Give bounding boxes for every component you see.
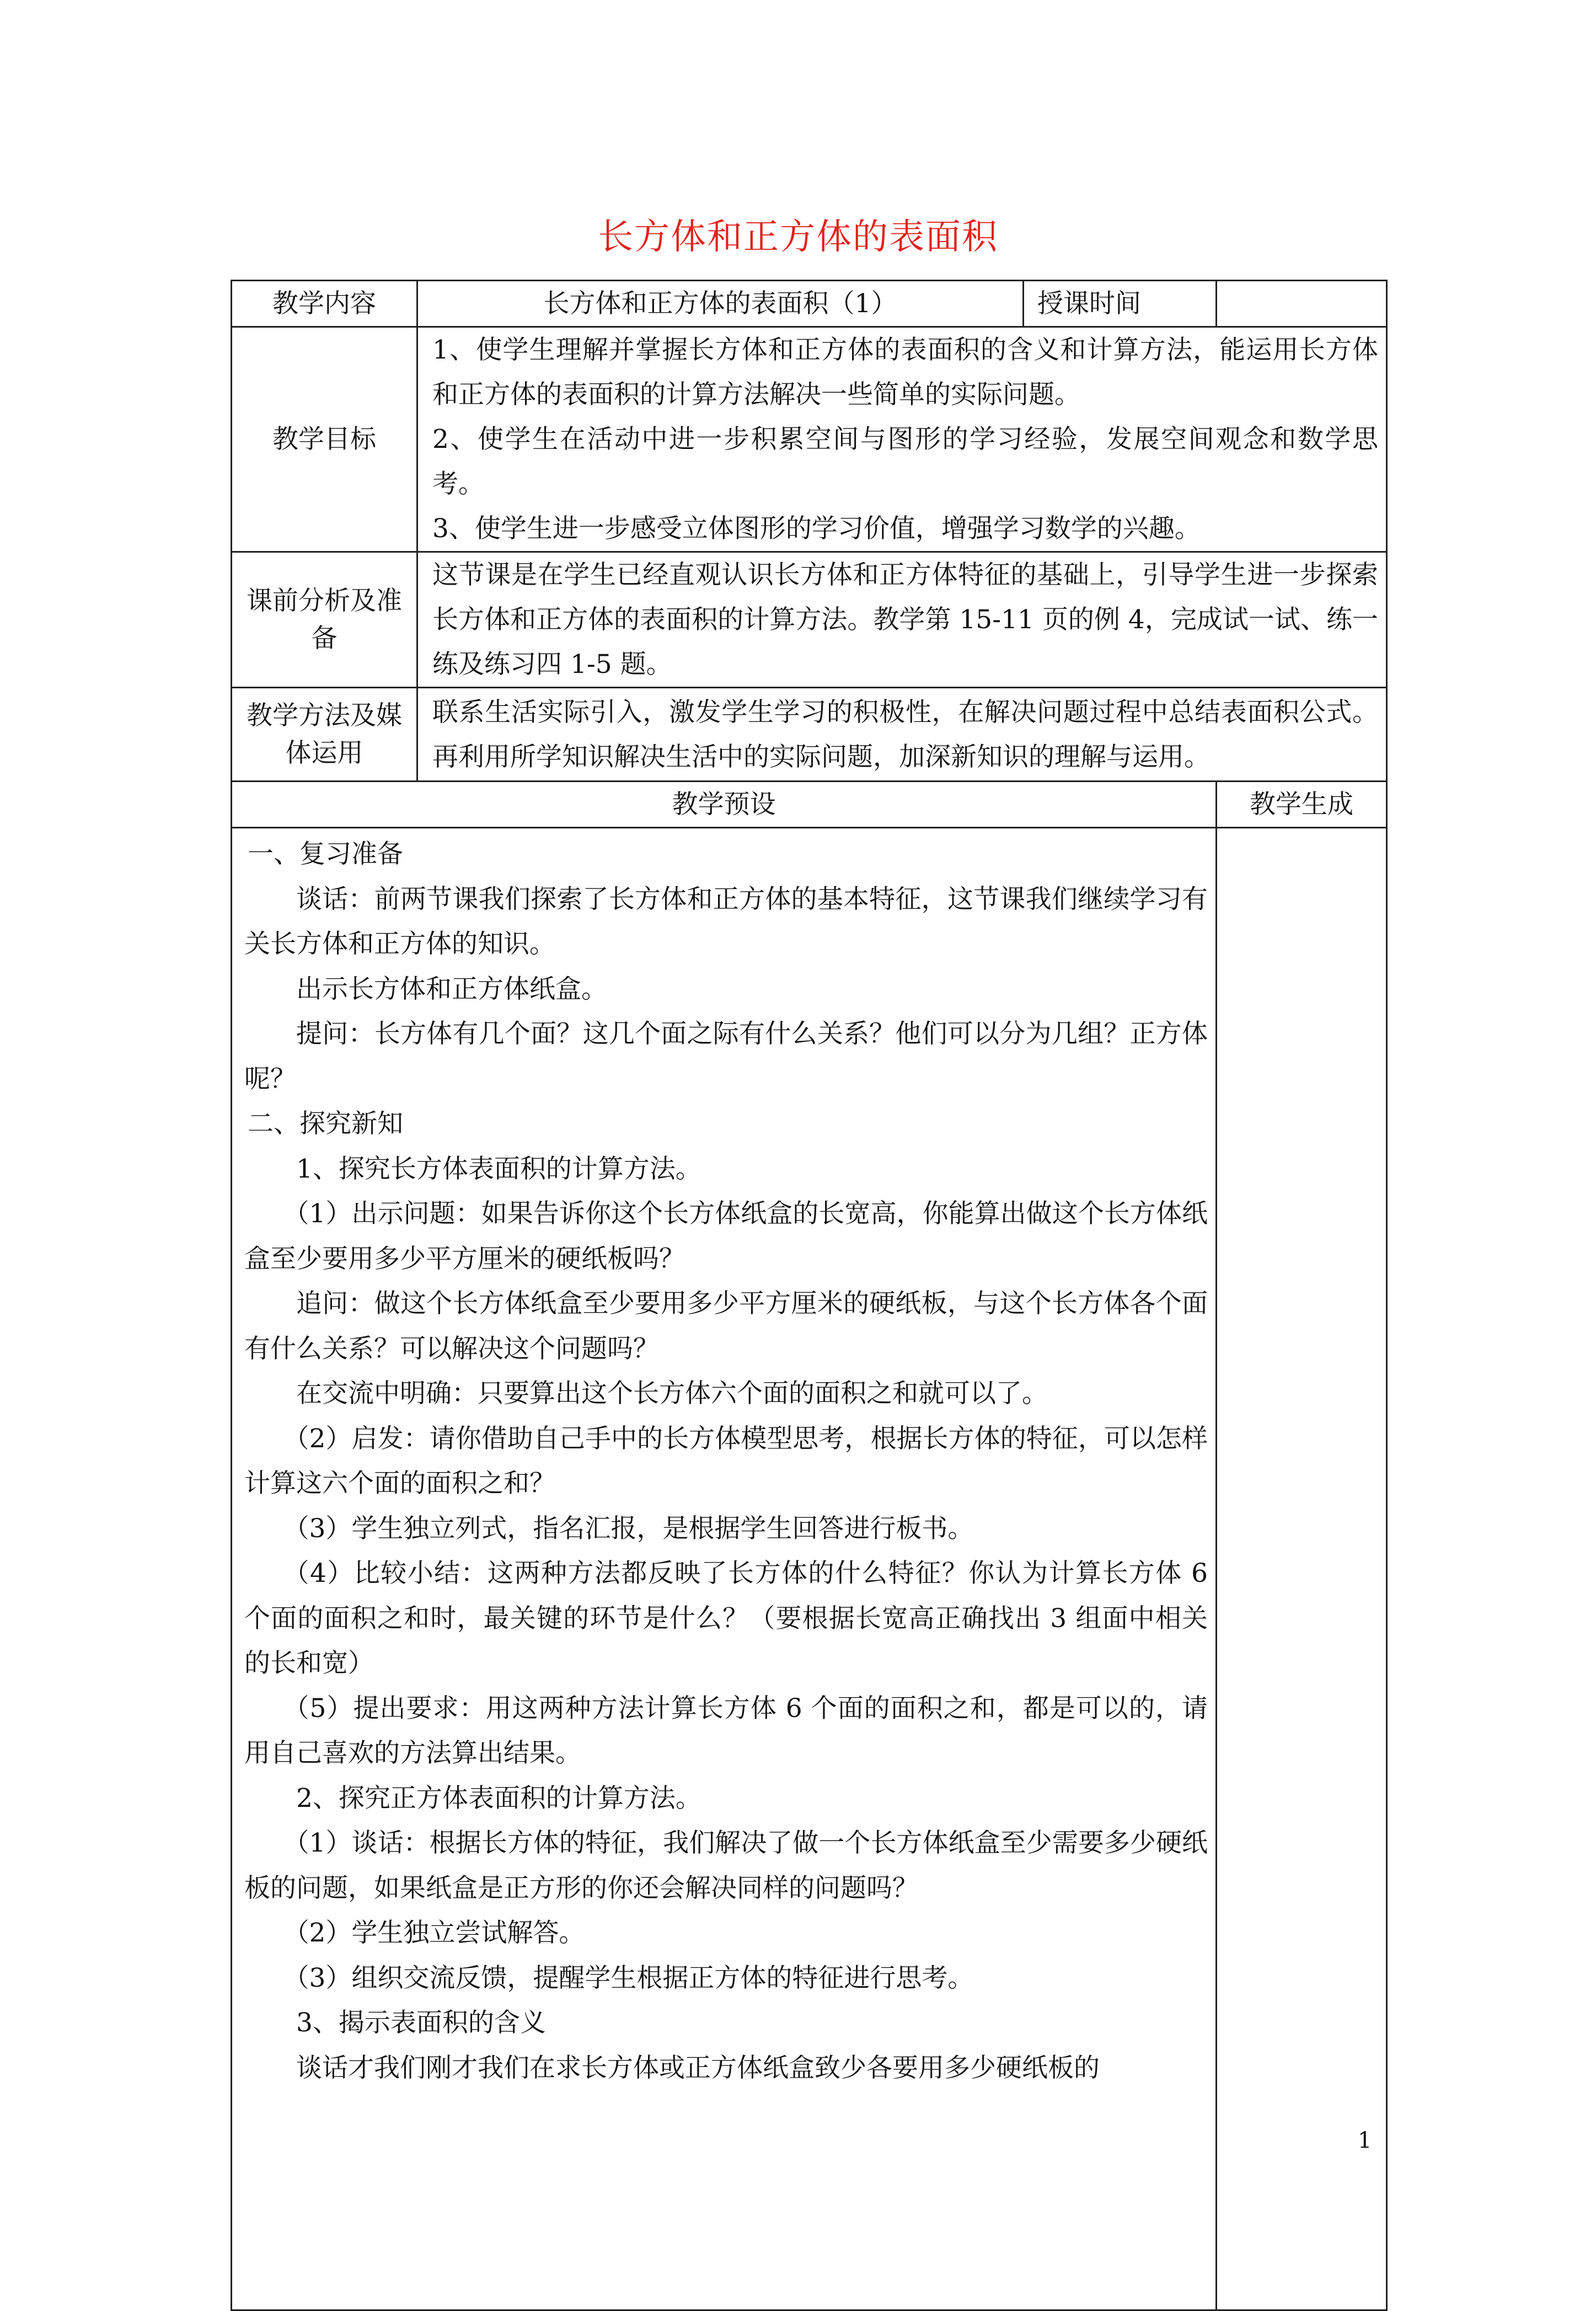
body-paragraph: 出示长方体和正方体纸盒。 <box>296 973 607 1004</box>
methods-text: 联系生活实际引入，激发学生学习的积极性，在解决问题过程中总结表面积公式。再利用所学知识解决生活中的实际问题，加深新知识的理解与运用。 <box>417 688 1387 782</box>
methods-label: 教学方法及媒体运用 <box>232 688 417 782</box>
time-label: 授课时间 <box>1024 281 1217 327</box>
main-row <box>232 828 1387 2310</box>
body-paragraph: 一、复习准备 <box>248 839 403 869</box>
content-label: 教学内容 <box>232 281 417 327</box>
content-value: 长方体和正方体的表面积（1） <box>417 281 1024 327</box>
teaching-generated-body <box>1217 828 1387 2310</box>
analysis-label: 课前分析及准备 <box>232 552 417 688</box>
body-paragraph: （2）学生独立尝试解答。 <box>283 1918 585 1948</box>
objectives-content <box>417 327 1387 552</box>
teaching-preset-body <box>232 828 1217 2310</box>
header-row <box>232 281 1387 327</box>
body-paragraph: 谈话才我们刚才我们在求长方体或正方体纸盒致少各要用多少硬纸板的 <box>296 2052 1100 2083</box>
body-paragraph: 谈话：前两节课我们探索了长方体和正方体的基本特征，这节课我们继续学习有关长方体和正方体的知识。 <box>244 884 1208 959</box>
body-paragraph: 追问：做这个长方体纸盒至少要用多少平方厘米的硬纸板，与这个长方体各个面有什么关系？可以解决这个问题吗？ <box>244 1288 1208 1364</box>
objectives-row <box>232 327 1387 552</box>
body-paragraph: 提问：长方体有几个面？这几个面之际有什么关系？他们可以分为几组？正方体呢？ <box>244 1019 1208 1094</box>
body-paragraph: （3）学生独立列式，指名汇报，是根据学生回答进行板书。 <box>283 1513 974 1544</box>
preset-text <box>244 832 1208 2090</box>
lesson-plan-table <box>231 280 1388 2311</box>
body-paragraph: 2、探究正方体表面积的计算方法。 <box>296 1783 701 1814</box>
analysis-row <box>232 552 1387 688</box>
body-paragraph: （3）组织交流反馈，提醒学生根据正方体的特征进行思考。 <box>283 1962 974 1993</box>
objectives-label: 教学目标 <box>232 327 417 552</box>
preset-column-header: 教学预设 <box>232 782 1217 828</box>
objective-item: 1、使学生理解并掌握长方体和正方体的表面积的含义和计算方法，能运用长方体和正方体的表面积的计算方法解决一些简单的实际问题。 <box>432 335 1378 410</box>
body-paragraph: （1）出示问题：如果告诉你这个长方体纸盒的长宽高，你能算出做这个长方体纸盒至少要用多少平方厘米的硬纸板吗？ <box>244 1199 1208 1274</box>
body-paragraph: 1、探究长方体表面积的计算方法。 <box>296 1153 701 1184</box>
objective-item: 3、使学生进一步感受立体图形的学习价值，增强学习数学的兴趣。 <box>432 513 1201 544</box>
generated-column-header: 教学生成 <box>1217 782 1387 828</box>
analysis-text: 这节课是在学生已经直观认识长方体和正方体特征的基础上，引导学生进一步探索长方体和正方体的表面积的计算方法。教学第 15-11 页的例 4，完成试一试、练一练及练习四 1-5 题。 <box>417 552 1387 688</box>
page-title: 长方体和正方体的表面积 <box>598 217 998 258</box>
body-paragraph: （1）谈话：根据长方体的特征，我们解决了做一个长方体纸盒至少需要多少硬纸板的问题，如果纸盒是正方形的你还会解决同样的问题吗？ <box>244 1828 1208 1903</box>
body-paragraph: （5）提出要求：用这两种方法计算长方体 6 个面的面积之和，都是可以的，请用自己喜欢的方法算出结果。 <box>244 1693 1208 1768</box>
body-paragraph: （2）启发：请你借助自己手中的长方体模型思考，根据长方体的特征，可以怎样计算这六个面的面积之和？ <box>244 1423 1208 1499</box>
body-paragraph: 3、揭示表面积的含义 <box>296 2008 546 2038</box>
time-value <box>1217 281 1387 327</box>
objective-item: 2、使学生在活动中进一步积累空间与图形的学习经验，发展空间观念和数学思考。 <box>432 424 1378 499</box>
page-number: 1 <box>1358 2128 1372 2153</box>
body-paragraph: （4）比较小结：这两种方法都反映了长方体的什么特征？你认为计算长方体 6 个面的面积之和时，最关键的环节是什么？（要根据长宽高正确找出 3 组面中相关的长和宽） <box>244 1558 1208 1678</box>
body-paragraph: 在交流中明确：只要算出这个长方体六个面的面积之和就可以了。 <box>296 1378 1048 1409</box>
methods-row <box>232 688 1387 782</box>
columns-row <box>232 782 1387 828</box>
body-paragraph: 二、探究新知 <box>248 1109 403 1139</box>
